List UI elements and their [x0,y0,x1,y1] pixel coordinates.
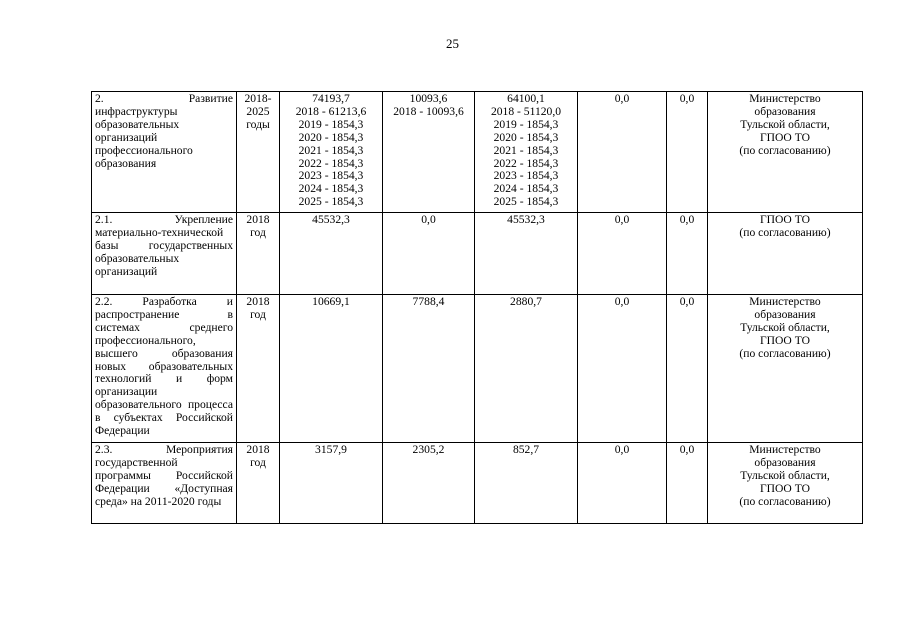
extra-funding-cell: 0,0 [667,443,708,524]
total-funding-line: 2021 - 1854,3 [298,143,364,157]
activity-name-cell: 2.2. Разработка и распространение в системах среднего профессионального, высшего образования новых образовательных технологий и форм организации образовательного процесса в субъектах Российской Федерации [92,295,237,443]
table-row [92,92,863,213]
regional-funding-line: 45532,3 [507,213,545,226]
table-row [92,213,863,295]
extra-funding-cell: 0,0 [667,295,708,443]
regional-funding-line: 64100,1 [507,92,545,105]
executor-cell: Министерство образования Тульской области, ГПОО ТО (по согласованию) [708,92,863,213]
total-funding-line: 2023 - 1854,3 [298,169,364,183]
table-row [92,443,863,524]
total-funding-line: 2024 - 1854,3 [298,182,364,196]
executor-cell: Министерство образования Тульской области, ГПОО ТО (по согласованию) [708,295,863,443]
total-funding-line: 2022 - 1854,3 [298,156,364,170]
federal-funding-line: 2018 - 10093,6 [393,104,464,118]
local-funding-cell: 0,0 [578,443,667,524]
extra-funding-cell: 0,0 [667,213,708,295]
regional-funding-line: 2025 - 1854,3 [493,195,559,209]
regional-funding-line: 2880,7 [510,295,542,308]
activity-name-cell: 2.1. Укрепление материально-технической базы государственных образовательных организаций [92,213,237,295]
executor-cell: Министерство образования Тульской области, ГПОО ТО (по согласованию) [708,443,863,524]
federal-funding-line: 2305,2 [412,443,445,456]
regional-funding-line: 2018 - 51120,0 [490,104,562,118]
federal-funding-cell [383,92,475,213]
page-number: 25 [446,36,459,51]
executor-cell: ГПОО ТО (по согласованию) [708,213,863,295]
regional-funding-cell [475,295,578,443]
total-funding-line: 2018 - 61213,6 [295,104,367,118]
regional-funding-line: 852,7 [512,443,540,456]
period-cell: 2018 год [237,213,280,295]
period-cell: 2018 год [237,295,280,443]
local-funding-cell: 0,0 [578,92,667,213]
activity-name-cell: 2.3. Мероприятия государственной программы Российской Федерации «Доступная среда» на 2011-2020 годы [92,443,237,524]
regional-funding-line: 2021 - 1854,3 [493,143,559,157]
total-funding-line: 10669,1 [312,295,350,308]
period-cell: 2018 год [237,443,280,524]
regional-funding-cell [475,443,578,524]
total-funding-line: 2019 - 1854,3 [298,117,364,131]
local-funding-cell: 0,0 [578,295,667,443]
total-funding-cell [280,295,383,443]
regional-funding-cell [475,92,578,213]
federal-funding-cell [383,213,475,295]
regional-funding-line: 2020 - 1854,3 [493,130,559,144]
total-funding-line: 74193,7 [312,92,350,105]
period-cell: 2018- 2025 годы [237,92,280,213]
regional-funding-line: 2023 - 1854,3 [493,169,559,183]
total-funding-line: 45532,3 [312,213,350,226]
federal-funding-line: 10093,6 [409,92,448,105]
federal-funding-cell [383,295,475,443]
total-funding-cell [280,443,383,524]
regional-funding-line: 2019 - 1854,3 [493,117,559,131]
federal-funding-line: 7788,4 [412,295,445,308]
local-funding-cell: 0,0 [578,213,667,295]
activities-table [91,91,863,524]
activity-name-cell: 2. Развитие инфраструктуры образовательных организаций профессионального образования [92,92,237,213]
federal-funding-line: 0,0 [421,213,436,226]
total-funding-line: 3157,9 [315,443,347,456]
regional-funding-line: 2022 - 1854,3 [493,156,559,170]
total-funding-cell [280,92,383,213]
total-funding-cell [280,213,383,295]
extra-funding-cell: 0,0 [667,92,708,213]
federal-funding-cell [383,443,475,524]
regional-funding-cell [475,213,578,295]
total-funding-line: 2020 - 1854,3 [298,130,364,144]
table-row [92,295,863,443]
regional-funding-line: 2024 - 1854,3 [493,182,559,196]
total-funding-line: 2025 - 1854,3 [298,195,364,209]
